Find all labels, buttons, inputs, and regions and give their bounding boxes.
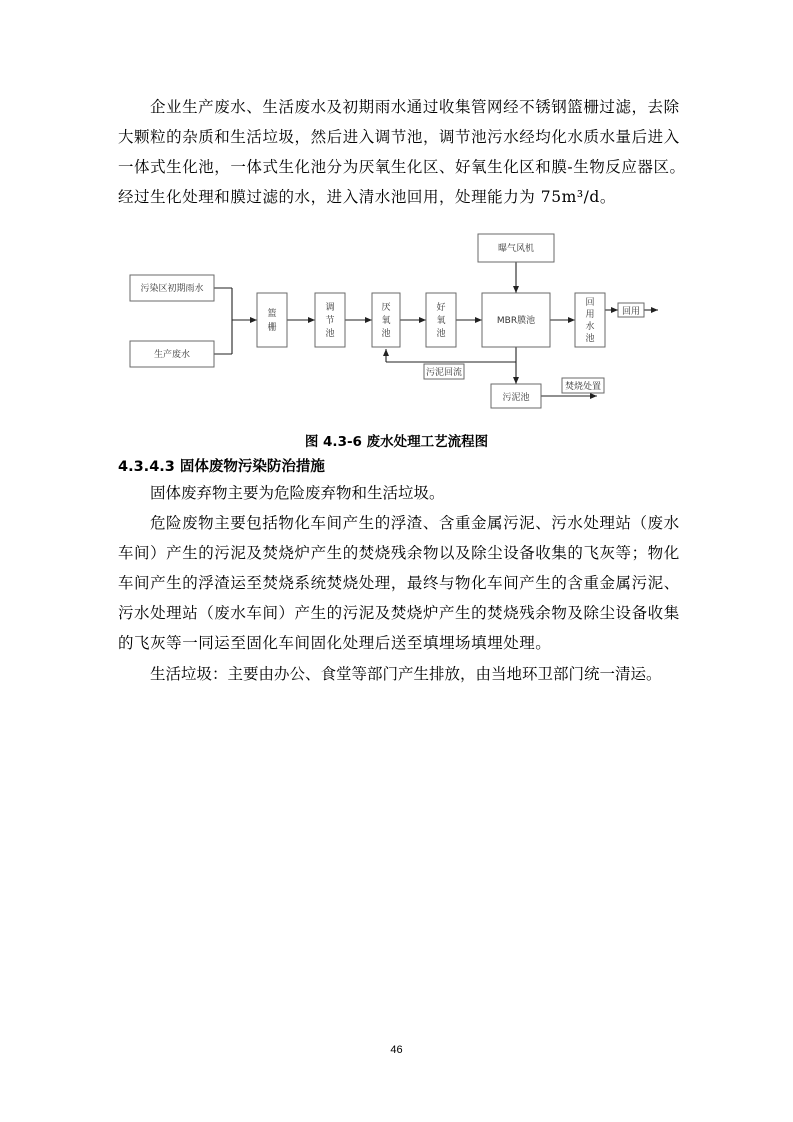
text-line: 污水处理站（废水车间）产生的污泥及焚烧炉产生的焚烧残余物及除尘设备收集 <box>118 604 680 622</box>
anaerobic-pool-node <box>372 293 400 347</box>
page-number: 46 <box>390 1044 403 1056</box>
intro-paragraph <box>118 92 686 212</box>
source-production-node <box>130 341 214 367</box>
sludge-return-node <box>424 364 464 379</box>
node-label: 栅 <box>267 323 277 333</box>
text-line: 车间）产生的污泥及焚烧炉产生的焚烧残余物以及除尘设备收集的飞灰等；物化 <box>118 544 680 562</box>
node-label: 节 <box>325 316 335 326</box>
process-flow-diagram <box>118 226 678 424</box>
text-line: 车间产生的浮渣运至焚烧系统焚烧处理，最终与物化车间产生的含重金属污泥、 <box>118 574 680 592</box>
node-label: 池 <box>381 329 391 339</box>
node-label: 回 <box>585 298 595 308</box>
node-label: 氧 <box>381 316 391 326</box>
node-label: 污泥池 <box>502 393 530 403</box>
node-label: 池 <box>585 334 595 344</box>
flow-diagram-svg <box>118 226 678 424</box>
node-label: 回用 <box>621 307 641 317</box>
aerobic-pool-node <box>426 293 456 347</box>
source-rain-node <box>130 275 214 301</box>
node-label: 污染区初期雨水 <box>140 284 204 294</box>
solid-waste-intro: 固体废弃物主要为危险废弃物和生活垃圾。 <box>150 484 445 502</box>
regulating-pool-node <box>315 293 345 347</box>
text-line: 的飞灰等一同运至固化车间固化处理后送至填埋场填埋处理。 <box>118 634 552 652</box>
node-label: 氧 <box>436 316 446 326</box>
text-line: 经过生化处理和膜过滤的水，进入清水池回用，处理能力为 75m³/d。 <box>118 188 616 206</box>
section-heading: 4.3.4.3 固体废物污染防治措施 <box>118 459 325 475</box>
mbr-pool-node <box>482 293 550 347</box>
reuse-label-node <box>618 303 644 317</box>
sludge-pool-node <box>491 384 541 408</box>
node-label: MBR膜池 <box>496 316 536 326</box>
text-line: 一体式生化池，一体式生化池分为厌氧生化区、好氧生化区和膜-生物反应器区。 <box>118 158 686 176</box>
hazardous-waste-paragraph <box>118 508 678 658</box>
node-label: 水 <box>585 322 595 332</box>
blower-node <box>478 234 554 262</box>
node-label: 池 <box>436 329 446 339</box>
figure-caption: 图 4.3-6 废水处理工艺流程图 <box>304 434 489 450</box>
node-label: 曝气风机 <box>497 244 535 254</box>
node-label: 焚烧处置 <box>564 382 602 392</box>
screen-node <box>257 293 287 347</box>
node-label: 污泥回流 <box>425 368 463 378</box>
domestic-waste-paragraph: 生活垃圾：主要由办公、食堂等部门产生排放，由当地环卫部门统一清运。 <box>150 665 662 683</box>
node-label: 好 <box>436 303 446 313</box>
incineration-node <box>562 378 604 393</box>
text-line: 大颗粒的杂质和生活垃圾，然后进入调节池，调节池污水经均化水质水量后进入 <box>118 128 680 146</box>
node-label: 厌 <box>381 303 391 313</box>
text-line: 危险废物主要包括物化车间产生的浮渣、含重金属污泥、污水处理站（废水 <box>150 514 680 532</box>
node-label: 调 <box>325 303 335 313</box>
reuse-pool-node <box>575 293 605 347</box>
node-label: 用 <box>585 310 595 320</box>
node-label: 池 <box>325 329 335 339</box>
node-label: 篮 <box>267 309 277 319</box>
node-label: 生产废水 <box>153 350 191 360</box>
text-line: 企业生产废水、生活废水及初期雨水通过收集管网经不锈钢篮栅过滤，去除 <box>150 98 680 116</box>
